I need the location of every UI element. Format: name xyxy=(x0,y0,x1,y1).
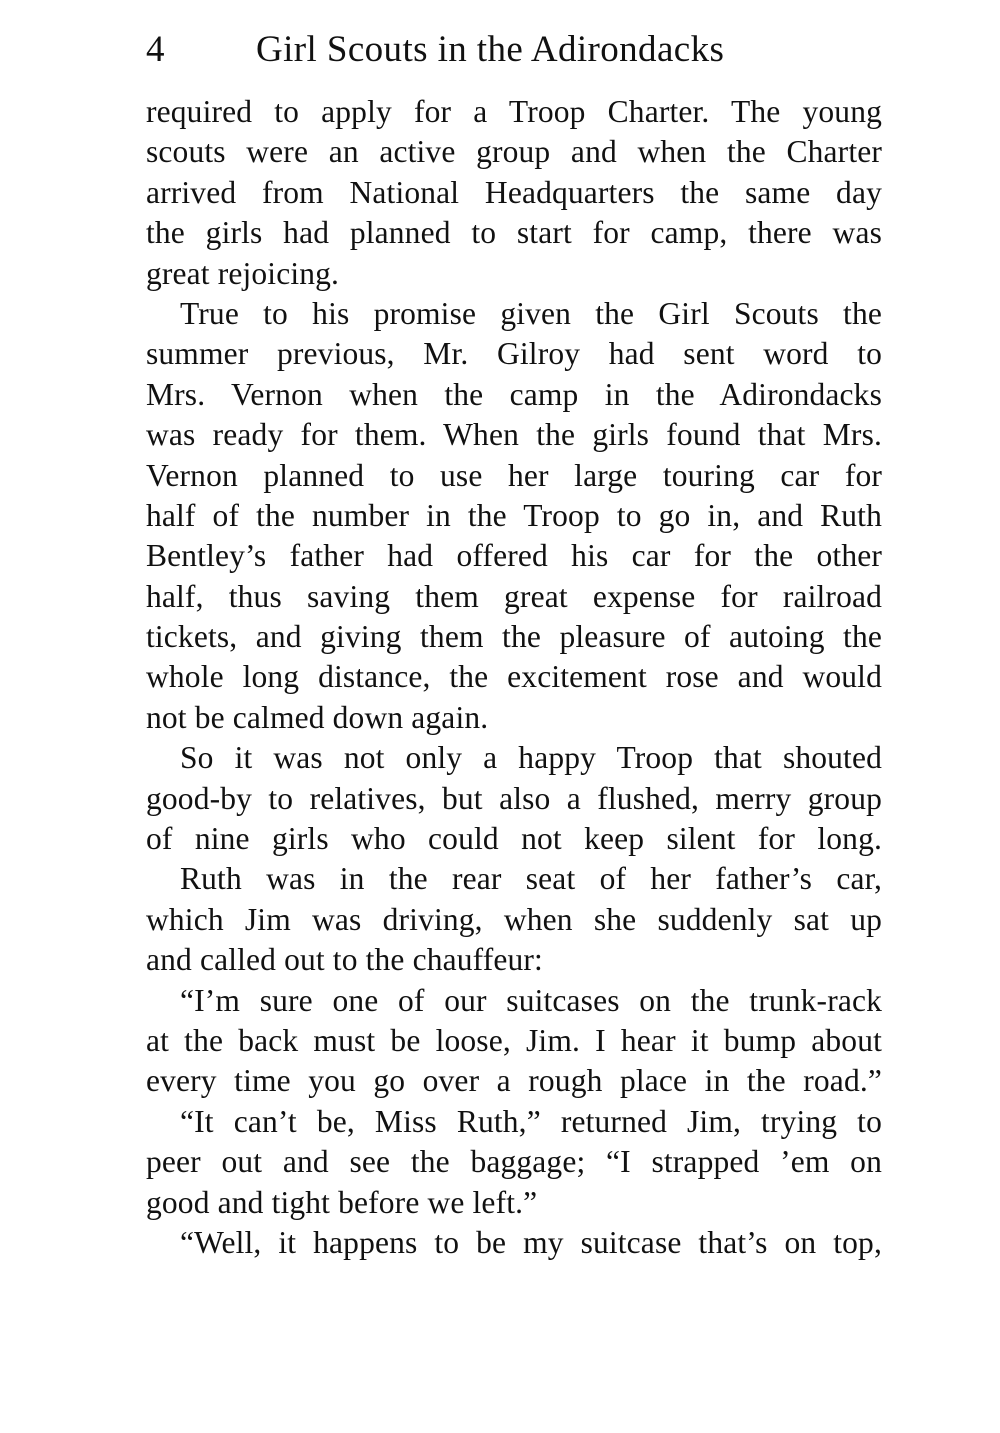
text-line: great rejoicing. xyxy=(146,255,340,291)
body-text xyxy=(146,92,882,1263)
book-title: Girl Scouts in the Adirondacks xyxy=(256,29,725,70)
text-line: half of the number in the Troop to go in, and Ruth xyxy=(146,497,882,533)
text-line: and called out to the chauffeur: xyxy=(146,942,543,978)
text-line: of nine girls who could not keep silent for long. xyxy=(146,821,882,857)
text-line: scouts were an active group and when the Charter xyxy=(146,134,882,170)
running-head xyxy=(146,22,886,78)
text-line: required to apply for a Troop Charter. The young xyxy=(146,94,882,129)
text-line: arrived from National Headquarters the same day xyxy=(146,174,882,210)
text-line: every time you go over a rough place in the road.” xyxy=(146,1063,882,1099)
text-line: “Well, it happens to be my suitcase that’s on top, xyxy=(180,1224,882,1260)
text-line: which Jim was driving, when she suddenly sat up xyxy=(146,901,882,937)
text-line: True to his promise given the Girl Scouts the xyxy=(180,295,882,331)
text-line: So it was not only a happy Troop that shouted xyxy=(180,740,882,776)
text-line: was ready for them. When the girls found that Mrs. xyxy=(146,417,882,453)
text-line: Bentley’s father had offered his car for the other xyxy=(146,538,882,574)
text-line: “I’m sure one of our suitcases on the trunk-rack xyxy=(180,982,882,1018)
text-line: good and tight before we left.” xyxy=(146,1184,538,1220)
text-line: peer out and see the baggage; “I strapped ’em on xyxy=(146,1144,882,1180)
text-line: not be calmed down again. xyxy=(146,699,489,735)
text-line: good-by to relatives, but also a flushed, merry group xyxy=(146,780,882,816)
text-line: summer previous, Mr. Gilroy had sent word to xyxy=(146,336,882,372)
text-line: Mrs. Vernon when the camp in the Adirondacks xyxy=(146,376,882,412)
text-line: tickets, and giving them the pleasure of autoing the xyxy=(146,619,882,655)
text-line: at the back must be loose, Jim. I hear it bump about xyxy=(146,1022,882,1058)
text-line: whole long distance, the excitement rose and would xyxy=(146,659,882,695)
text-line: “It can’t be, Miss Ruth,” returned Jim, trying to xyxy=(180,1103,882,1139)
text-line: the girls had planned to start for camp, there was xyxy=(146,215,882,251)
text-line: half, thus saving them great expense for railroad xyxy=(146,578,882,614)
text-line: Vernon planned to use her large touring car for xyxy=(146,457,882,493)
page-number: 4 xyxy=(146,29,165,70)
text-line: Ruth was in the rear seat of her father’s car, xyxy=(180,861,882,897)
